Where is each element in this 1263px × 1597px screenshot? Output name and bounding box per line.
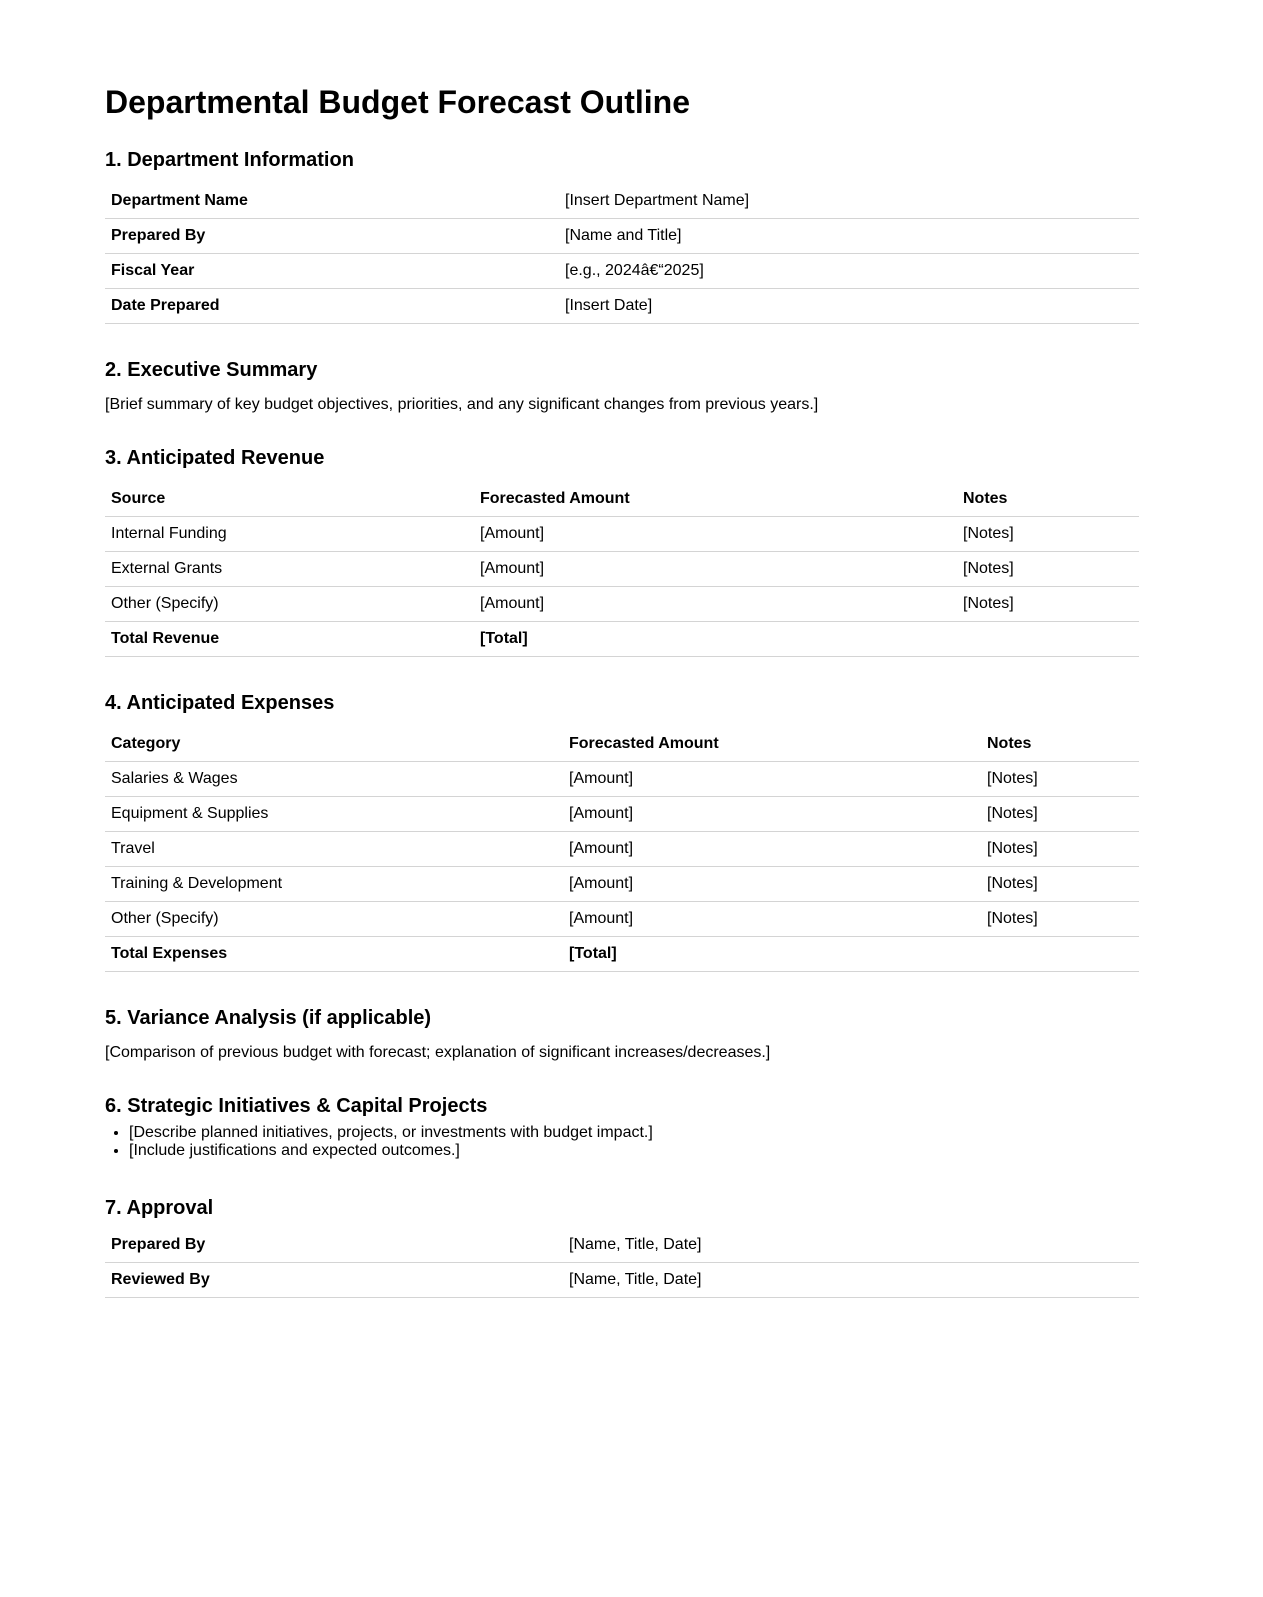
cell-amount: [Amount]	[563, 902, 981, 937]
row-label: Fiscal Year	[105, 254, 559, 289]
cell-category: Equipment & Supplies	[105, 797, 563, 832]
variance-analysis-text: [Comparison of previous budget with forecast; explanation of significant increases/decreases.]	[105, 1044, 771, 1061]
section-heading: 6. Strategic Initiatives & Capital Projects	[105, 1095, 488, 1117]
cell-amount: [Amount]	[474, 587, 957, 622]
cell-source: Internal Funding	[105, 517, 474, 552]
row-value: [Name and Title]	[559, 219, 1139, 254]
table-row	[105, 762, 1139, 797]
table-row	[105, 1228, 1139, 1263]
cell-notes: [Notes]	[957, 587, 1139, 622]
total-row	[105, 937, 1139, 972]
section-heading: 2. Executive Summary	[105, 359, 318, 381]
table-row	[105, 517, 1139, 552]
cell-notes: [Notes]	[981, 797, 1139, 832]
total-label: Total Expenses	[105, 937, 563, 972]
cell-source: Other (Specify)	[105, 587, 474, 622]
initiatives-list	[105, 1124, 1137, 1160]
cell-category: Training & Development	[105, 867, 563, 902]
table-row	[105, 219, 1139, 254]
table-header-row	[105, 727, 1139, 762]
total-notes	[981, 937, 1139, 972]
cell-notes: [Notes]	[981, 902, 1139, 937]
column-header: Category	[105, 727, 563, 762]
column-header: Notes	[957, 482, 1139, 517]
row-label: Prepared By	[105, 1228, 563, 1263]
cell-amount: [Amount]	[474, 552, 957, 587]
section-department-information	[105, 148, 1137, 324]
table-row	[105, 867, 1139, 902]
table-row	[105, 552, 1139, 587]
table-row	[105, 1263, 1139, 1298]
cell-notes: [Notes]	[957, 552, 1139, 587]
department-info-table	[105, 184, 1139, 324]
total-row	[105, 622, 1139, 657]
list-item: • [Include justifications and expected outcomes.]	[129, 1142, 1137, 1160]
section-heading: 7. Approval	[105, 1197, 214, 1219]
section-strategic-initiatives	[105, 1094, 1137, 1160]
cell-category: Travel	[105, 832, 563, 867]
section-executive-summary	[105, 358, 1137, 416]
row-label: Department Name	[105, 184, 559, 219]
cell-amount: [Amount]	[563, 797, 981, 832]
table-row	[105, 254, 1139, 289]
section-heading: 4. Anticipated Expenses	[105, 692, 335, 714]
cell-category: Salaries & Wages	[105, 762, 563, 797]
table-row	[105, 184, 1139, 219]
total-amount: [Total]	[563, 937, 981, 972]
total-notes	[957, 622, 1139, 657]
cell-amount: [Amount]	[474, 517, 957, 552]
table-row	[105, 289, 1139, 324]
cell-amount: [Amount]	[563, 762, 981, 797]
cell-amount: [Amount]	[563, 832, 981, 867]
column-header: Forecasted Amount	[474, 482, 957, 517]
cell-notes: [Notes]	[981, 832, 1139, 867]
section-heading: 5. Variance Analysis (if applicable)	[105, 1007, 432, 1029]
table-header-row	[105, 482, 1139, 517]
approval-table	[105, 1228, 1139, 1298]
executive-summary-text: [Brief summary of key budget objectives, priorities, and any significant changes from previous years.]	[105, 396, 819, 413]
total-amount: [Total]	[474, 622, 957, 657]
section-anticipated-expenses	[105, 691, 1137, 972]
row-value: [Name, Title, Date]	[563, 1263, 1139, 1298]
revenue-table	[105, 482, 1139, 657]
column-header: Forecasted Amount	[563, 727, 981, 762]
cell-amount: [Amount]	[563, 867, 981, 902]
column-header: Notes	[981, 727, 1139, 762]
cell-notes: [Notes]	[957, 517, 1139, 552]
cell-category: Other (Specify)	[105, 902, 563, 937]
cell-notes: [Notes]	[981, 762, 1139, 797]
section-variance-analysis	[105, 1006, 1137, 1064]
expenses-table	[105, 727, 1139, 972]
column-header: Source	[105, 482, 474, 517]
table-row	[105, 587, 1139, 622]
cell-notes: [Notes]	[981, 867, 1139, 902]
table-row	[105, 797, 1139, 832]
section-anticipated-revenue	[105, 446, 1137, 657]
section-heading: 1. Department Information	[105, 149, 354, 171]
row-label: Date Prepared	[105, 289, 559, 324]
table-row	[105, 832, 1139, 867]
cell-source: External Grants	[105, 552, 474, 587]
row-value: [Insert Date]	[559, 289, 1139, 324]
table-row	[105, 902, 1139, 937]
row-label: Reviewed By	[105, 1263, 563, 1298]
row-label: Prepared By	[105, 219, 559, 254]
section-heading: 3. Anticipated Revenue	[105, 447, 325, 469]
list-item: • [Describe planned initiatives, projects, or investments with budget impact.]	[129, 1124, 1137, 1142]
total-label: Total Revenue	[105, 622, 474, 657]
document-title: Departmental Budget Forecast Outline	[105, 84, 690, 120]
row-value: [Insert Department Name]	[559, 184, 1139, 219]
section-approval	[105, 1196, 1137, 1298]
row-value: [e.g., 2024â€“2025]	[559, 254, 1139, 289]
row-value: [Name, Title, Date]	[563, 1228, 1139, 1263]
